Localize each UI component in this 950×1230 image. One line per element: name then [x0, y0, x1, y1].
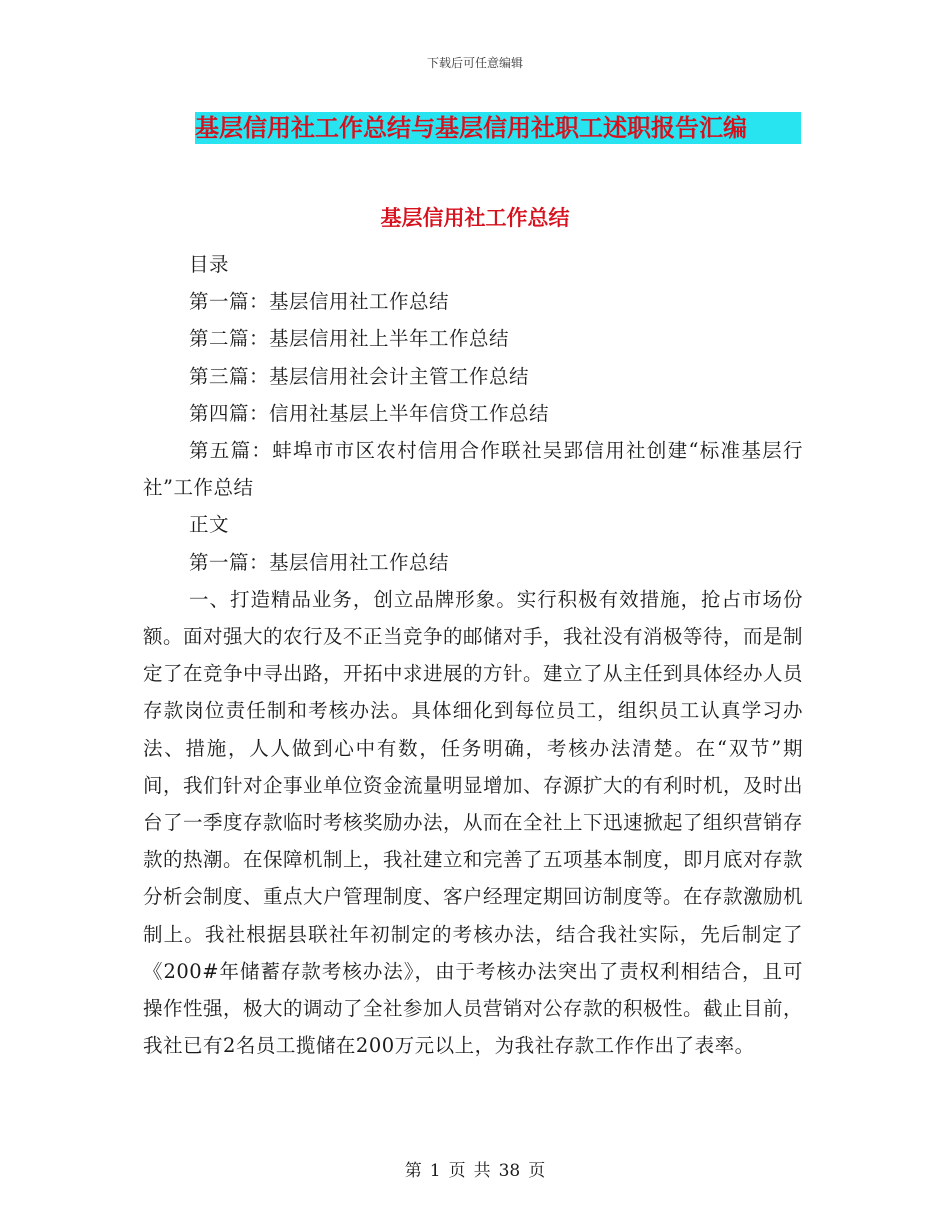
page-number: 1	[429, 1161, 441, 1181]
main-title: 基层信用社工作总结与基层信用社职工述职报告汇编	[195, 112, 801, 144]
header-note: 下载后可任意编辑	[426, 56, 523, 70]
body-paragraph: 一、打造精品业务，创立品牌形象。实行积极有效措施，抢占市场份额。面对强大的农行及不正当竞争的邮储对手，我社没有消极等待，而是制定了在竞争中寻出路，开拓中求进展的方针。建立了从主任到具体经办人员存款岗位责任制和考核办法。具体细化到每位员工，组织员工认真学习办法、措施，人人做到心中有数，任务明确，考核办法清楚。在“双节”期间，我们针对企事业单位资金流量明显增加、存源扩大的有利时机，及时出台了一季度存款临时考核奖励办法，从而在全社上下迅速掀起了组织营销存款的热潮。在保障机制上，我社建立和完善了五项基本制度，即月底对存款分析会制度、重点大户管理制度、客户经理定期回访制度等。在存款激励机制上。我社根据县联社年初制定的考核办法，结合我社实际，先后制定了《200#年储蓄存款考核办法》，由于考核办法突出了责权利相结合，且可操作性强，极大的调动了全社参加人员营销对公存款的积极性。截止目前，我社已有2名员工揽储在200万元以上，为我社存款工作作出了表率。	[143, 587, 804, 1058]
page-footer	[0, 1156, 950, 1181]
footer-prefix: 第	[404, 1161, 422, 1181]
total-pages: 38	[498, 1161, 521, 1181]
footer-suffix: 页	[528, 1161, 546, 1181]
toc-item-3: 第三篇：基层信用社会计主管工作总结	[189, 364, 530, 388]
chapter-heading: 第一篇：基层信用社工作总结	[189, 550, 450, 574]
section-title: 基层信用社工作总结	[380, 206, 570, 230]
footer-total-label: 共	[473, 1161, 491, 1181]
toc-item-1: 第一篇：基层信用社工作总结	[189, 290, 450, 314]
toc-item-2: 第二篇：基层信用社上半年工作总结	[189, 327, 510, 351]
toc-item-4: 第四篇：信用社基层上半年信贷工作总结	[189, 401, 550, 425]
document-body	[143, 246, 803, 1064]
toc-heading: 目录	[189, 253, 230, 276]
toc-item-5: 第五篇：蚌埠市市区农村信用合作联社吴郢信用社创建“标准基层行社”工作总结	[143, 439, 803, 500]
footer-page-label: 页	[448, 1161, 466, 1181]
body-heading: 正文	[189, 513, 230, 537]
